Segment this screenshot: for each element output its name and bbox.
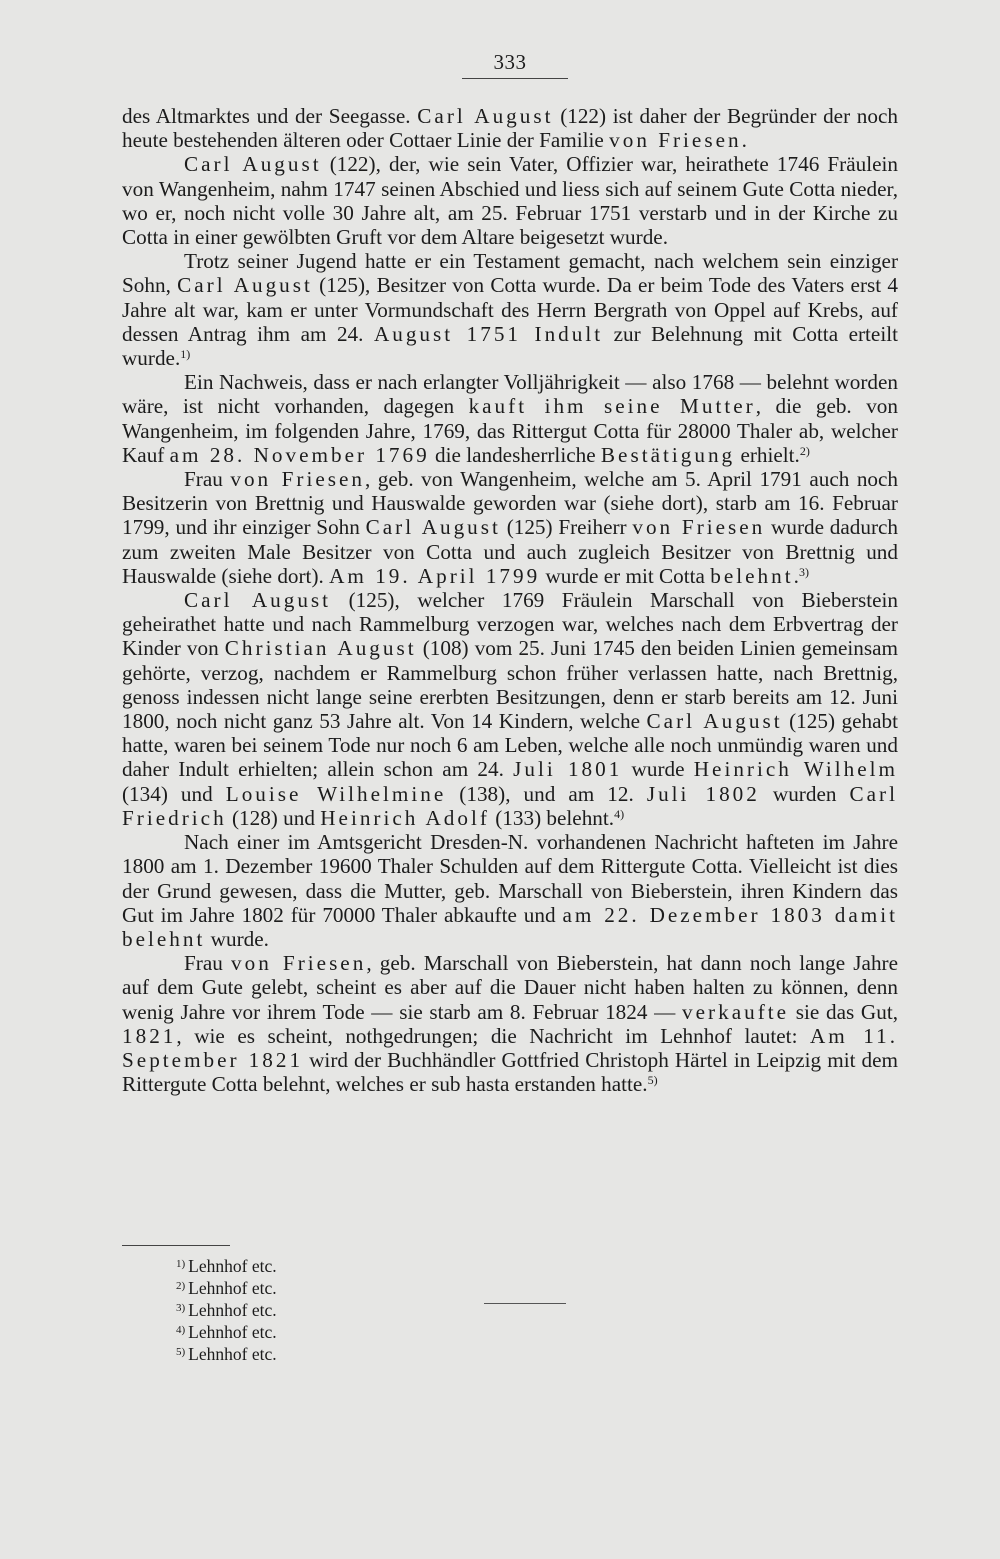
spaced-emphasis: am 22. Dezember 1803 damit belehnt	[122, 902, 898, 951]
footnote-item	[176, 1254, 277, 1276]
footnote-reference: 3)	[798, 564, 809, 579]
footnote-reference: 5)	[647, 1073, 658, 1088]
text-run: (133) belehnt.	[489, 805, 615, 830]
footnote-text: Lehnhof etc.	[188, 1344, 277, 1364]
footnote-item	[176, 1342, 277, 1364]
spaced-emphasis: Carl August	[177, 273, 313, 298]
spaced-emphasis: Carl Friedrich	[122, 781, 898, 830]
footnote-text: Lehnhof etc.	[188, 1300, 277, 1320]
text-run: wurde.	[205, 926, 269, 951]
footnote-reference: 2)	[799, 443, 810, 458]
text-run: Nach einer im Amtsgericht Dresden-N. vorhandenen Nachricht hafteten im Jahre 1800 am 1. Dezember 19600 Thaler Schulden auf dem Rittergute Cotta. Vielleicht ist dies der Grund gewesen, dass die Mutter, geb. Marschall von Bieberstein, ihren Kindern das Gut im Jahre 1802 für 70000 Thaler abkaufte und	[122, 830, 898, 927]
paragraph	[122, 467, 898, 588]
spaced-emphasis: Carl August	[184, 152, 322, 177]
footnote-mark: 4)	[176, 1324, 186, 1336]
spaced-emphasis: kauft ihm seine Mutter	[468, 394, 756, 419]
header-rule	[462, 78, 568, 79]
text-run: zur Belehnung mit Cotta erteilt wurde.	[122, 321, 898, 371]
spaced-emphasis: 1821	[122, 1023, 177, 1048]
paragraph	[122, 370, 898, 467]
spaced-emphasis: Carl August	[184, 588, 332, 613]
spaced-emphasis: Louise Wilhelmine	[225, 781, 447, 806]
paragraph	[122, 588, 898, 830]
spaced-emphasis: belehnt	[710, 563, 794, 588]
spaced-emphasis: Carl August	[417, 104, 554, 128]
text-run: (138), und am 12.	[446, 781, 647, 806]
text-run: .	[741, 128, 747, 153]
spaced-emphasis: Juli 1801	[513, 757, 623, 782]
text-run: (122) ist daher der Begründer der noch heute bestehenden älteren oder Cottaer Linie der Familie	[122, 104, 898, 153]
spaced-emphasis: am 28. November 1769	[169, 442, 430, 467]
footnote-mark: 2)	[176, 1280, 186, 1292]
text-run: wurde	[622, 757, 694, 782]
text-run: (125) Freiherr	[500, 515, 633, 540]
text-run: , geb. Marschall von Bieberstein, hat dann noch lange Jahre auf dem Gute gelebt, scheint es aber auf die Dauer nicht haben halten zu können, denn wenig Jahre vor ihrem Tode — sie starb am 8. Februar 1824 —	[122, 951, 898, 1024]
text-run: .	[793, 563, 799, 588]
footnote-item	[176, 1298, 277, 1320]
footnote-reference: 4)	[614, 806, 625, 821]
text-run: Ein Nachweis, dass er nach erlangter Volljährigkeit — also 1768 — belehnt worden wäre, ist nicht vorhanden, dagegen	[122, 370, 898, 419]
spaced-emphasis: Bestätigung	[600, 442, 736, 467]
paragraph	[122, 152, 898, 249]
text-run: (125), Besitzer von Cotta wurde. Da er beim Tode des Vaters erst 4 Jahre alt war, kam er unter Vormundschaft des Herrn Bergrath von Oppel auf Krebs, auf dessen Antrag ihm am 24.	[122, 273, 898, 346]
text-run: (125), welcher 1769 Fräulein Marschall von Bieberstein geheirathet hatte und nach Rammelburg verzogen war, welches nach dem Erbvertrag der Kinder von	[122, 588, 898, 661]
text-run: Frau	[184, 951, 231, 976]
spaced-emphasis: verkaufte	[682, 999, 790, 1024]
page-number: 333	[493, 50, 527, 74]
text-run: (128) und	[226, 805, 321, 830]
footnote-text: Lehnhof etc.	[188, 1278, 277, 1298]
spaced-emphasis: Juli 1802	[646, 781, 760, 806]
footnote-rule	[122, 1245, 230, 1246]
text-run: , geb. von Wangenheim, welche am 5. April 1791 auch noch Besitzerin von Brettnig und Hauswalde geworden war (siehe dort), starb am 16. Februar 1799, und ihr einziger Sohn	[122, 467, 898, 540]
text-run: sie das Gut,	[789, 999, 899, 1024]
footnote-text: Lehnhof etc.	[188, 1256, 277, 1276]
spaced-emphasis: von Friesen	[632, 515, 766, 540]
footnote-text: Lehnhof etc.	[188, 1322, 277, 1342]
text-run: wurden	[759, 781, 850, 806]
spaced-emphasis: Christian August	[224, 636, 417, 661]
text-run: die landesherrliche	[429, 442, 601, 467]
text-run: (134) und	[122, 781, 226, 806]
spaced-emphasis: Am 19. April 1799	[329, 563, 541, 588]
text-run: , die geb. von Wangenheim, im folgenden Jahre, 1769, das Rittergut Cotta für 28000 Thaler ab, welcher Kauf	[122, 394, 898, 467]
spaced-emphasis: Am 11. September 1821	[122, 1023, 898, 1072]
footnote-item	[176, 1276, 277, 1298]
footnote-item	[176, 1320, 277, 1342]
text-run: Frau	[184, 467, 231, 492]
paragraph	[122, 104, 898, 152]
closing-rule	[484, 1303, 566, 1304]
spaced-emphasis: Carl August	[646, 709, 783, 734]
text-run: Trotz seiner Jugend hatte er ein Testament gemacht, nach welchem sein einziger Sohn,	[122, 249, 898, 298]
spaced-emphasis: August 1751 Indult	[373, 321, 604, 346]
text-run: des Altmarktes und der Seegasse.	[122, 104, 418, 128]
text-run: (122), der, wie sein Vater, Offizier war, heirathete 1746 Fräulein von Wangenheim, nahm 1747 seinen Abschied und liess sich auf seinem Gute Cotta nieder, wo er, noch nicht volle 30 Jahre alt, am 25. Februar 1751 verstarb und in der Kirche zu Cotta in einer gewölbten Gruft vor dem Altare beigesetzt wurde.	[122, 152, 898, 250]
text-run: erhielt.	[735, 442, 800, 467]
spaced-emphasis: von Friesen	[609, 128, 742, 153]
text-run: (108) vom 25. Juni 1745 den beiden Linien gemeinsam gehörte, verzog, nachdem er Rammelburg schon früher verlassen hatte, nach Brettnig, genoss indessen nicht lange seine ererbten Besitzungen, denn er starb bereits am 12. Juni 1800, noch nicht ganz 53 Jahre alt. Von 14 Kindern, welche	[122, 636, 899, 734]
text-run: wurde er mit Cotta	[540, 563, 711, 588]
spaced-emphasis: Carl August	[365, 515, 501, 540]
footnote-mark: 1)	[176, 1258, 186, 1270]
body-text	[122, 104, 898, 1096]
footnote-mark: 3)	[176, 1302, 186, 1314]
text-run: , wie es scheint, nothgedrungen; die Nachricht im Lehnhof lautet:	[176, 1023, 810, 1048]
text-run: wird der Buchhändler Gottfried Christoph Härtel in Leipzig mit dem Rittergute Cotta belehnt, welches er sub hasta erstanden hatte.	[122, 1047, 899, 1097]
text-run: (125) gehabt hatte, waren bei seinem Tode nur noch 6 am Leben, welche alle noch unmündig waren und daher Indult erhielten; allein schon am 24.	[122, 709, 898, 782]
paragraph	[122, 951, 898, 1096]
text-run: wurde dadurch zum zweiten Male Besitzer von Cotta und auch zugleich Besitzer von Brettnig und Hauswalde (siehe dort).	[122, 515, 898, 588]
footnote-list	[176, 1254, 277, 1364]
spaced-emphasis: Heinrich Wilhelm	[693, 757, 898, 782]
spaced-emphasis: Heinrich Adolf	[320, 805, 490, 830]
spaced-emphasis: von Friesen	[230, 467, 365, 492]
footnote-reference: 1)	[180, 347, 191, 362]
spaced-emphasis: von Friesen	[231, 951, 367, 976]
footnote-mark: 5)	[176, 1346, 186, 1358]
paragraph	[122, 830, 898, 951]
paragraph	[122, 249, 898, 370]
